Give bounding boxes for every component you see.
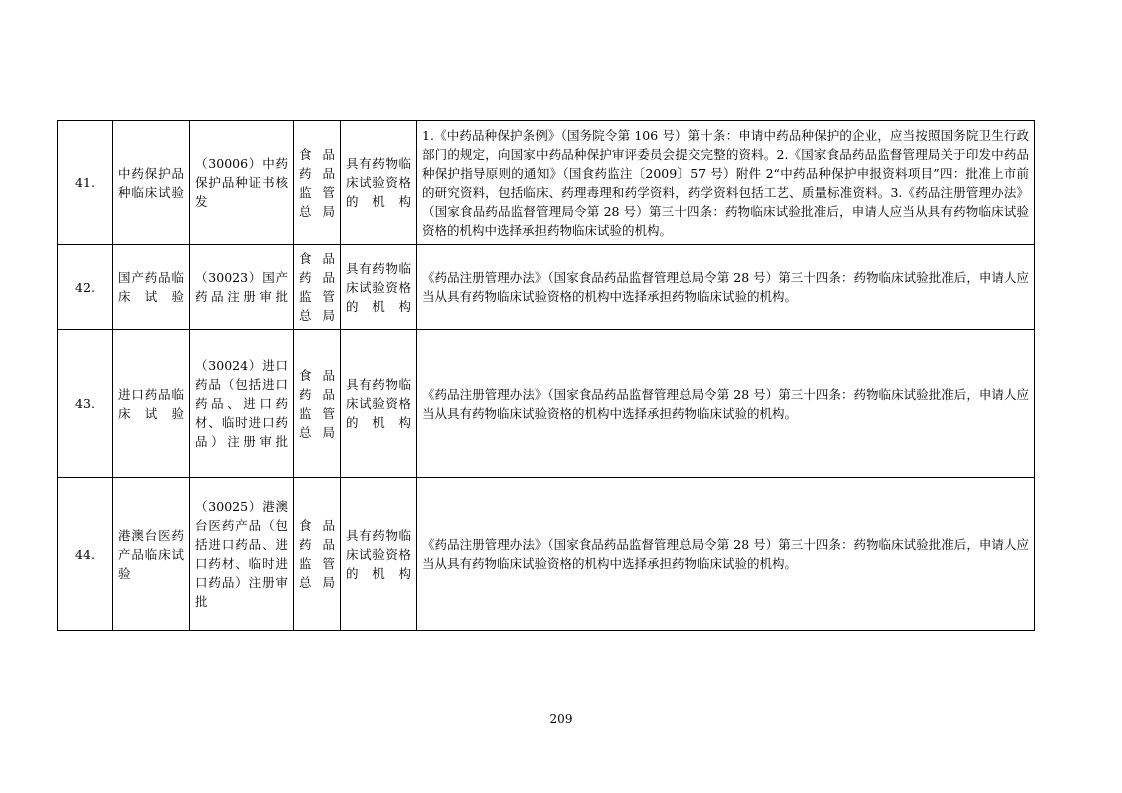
approval-item: （30024）进口药品（包括进口药品、进口药材、临时进口药品）注册审批 <box>190 330 294 478</box>
approval-item: （30025）港澳台医药产品（包括进口药品、进口药材、临时进口药品）注册审批 <box>190 478 294 631</box>
department: 食品药品监管总局 <box>294 330 341 478</box>
qualification-condition: 具有药物临床试验资格的机构 <box>341 330 417 478</box>
table-row <box>58 478 1035 631</box>
table-row <box>58 121 1035 245</box>
department: 食品药品监管总局 <box>294 478 341 631</box>
table-row <box>58 330 1035 478</box>
regulation-table <box>57 120 1035 631</box>
row-number: 43. <box>58 330 113 478</box>
row-number: 41. <box>58 121 113 245</box>
row-number: 44. <box>58 478 113 631</box>
department: 食品药品监管总局 <box>294 121 341 245</box>
legal-basis: 1.《中药品种保护条例》（国务院令第 106 号）第十条：申请中药品种保护的企业，应当按照国务院卫生行政部门的规定，向国家中药品种保护审评委员会提交完整的资料。2.《国家食品药品监督管理局关于印发中药品种保护指导原则的通知》（国食药监注〔2009〕57 号）附件 2“中药品种保护申报资料项目”四：批准上市前的研究资料，包括临床、药理毒理和药学资料，药学资料包括工艺、质量标准资料。3.《药品注册管理办法》（国家食品药品监督管理局令第 28 号）第三十四条：药物临床试验批准后，申请人应当从具有药物临床试验资格的机构中选择承担药物临床试验的机构。 <box>417 121 1035 245</box>
legal-basis: 《药品注册管理办法》（国家食品药品监督管理总局令第 28 号）第三十四条：药物临床试验批准后，申请人应当从具有药物临床试验资格的机构中选择承担药物临床试验的机构。 <box>417 245 1035 330</box>
legal-basis: 《药品注册管理办法》（国家食品药品监督管理总局令第 28 号）第三十四条：药物临床试验批准后，申请人应当从具有药物临床试验资格的机构中选择承担药物临床试验的机构。 <box>417 330 1035 478</box>
page-number: 209 <box>549 712 573 726</box>
legal-basis: 《药品注册管理办法》（国家食品药品监督管理总局令第 28 号）第三十四条：药物临床试验批准后，申请人应当从具有药物临床试验资格的机构中选择承担药物临床试验的机构。 <box>417 478 1035 631</box>
qualification-condition: 具有药物临床试验资格的机构 <box>341 121 417 245</box>
qualification-condition: 具有药物临床试验资格的机构 <box>341 245 417 330</box>
item-name: 进口药品临床试验 <box>113 330 190 478</box>
row-number: 42. <box>58 245 113 330</box>
item-name: 港澳台医药产品临床试验 <box>113 478 190 631</box>
approval-item: （30023）国产药品注册审批 <box>190 245 294 330</box>
item-name: 中药保护品种临床试验 <box>113 121 190 245</box>
qualification-condition: 具有药物临床试验资格的机构 <box>341 478 417 631</box>
approval-item: （30006）中药保护品种证书核发 <box>190 121 294 245</box>
table-row <box>58 245 1035 330</box>
department: 食品药品监管总局 <box>294 245 341 330</box>
item-name: 国产药品临床试验 <box>113 245 190 330</box>
